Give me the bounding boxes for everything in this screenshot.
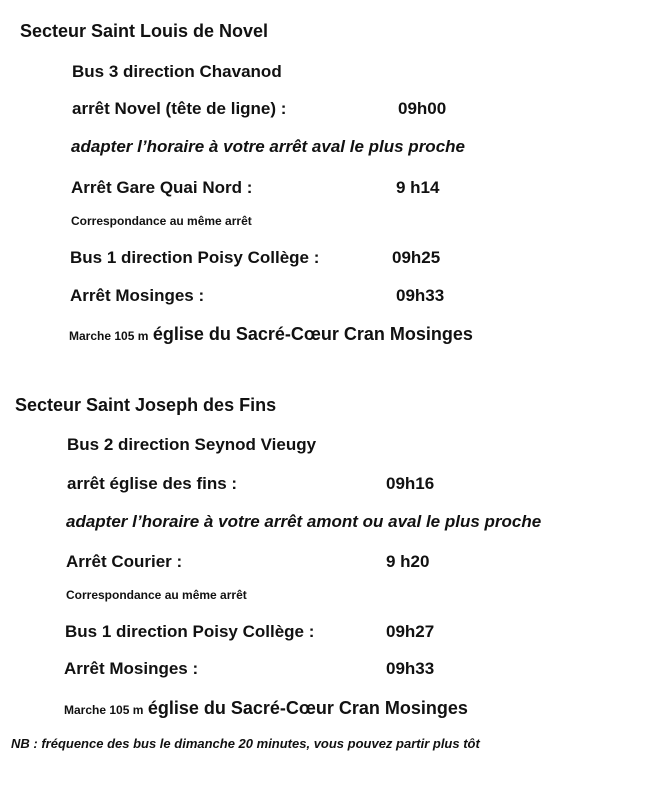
sector-2-stop-label: arrêt église des fins :	[67, 474, 238, 493]
sector-1-bus-line: Bus 3 direction Chavanod	[72, 62, 282, 81]
sector-2-walk-prefix: Marche 105 m	[64, 703, 144, 717]
sector-2-title: Secteur Saint Joseph des Fins	[15, 395, 277, 415]
sector-2-bus1-label: Bus 1 direction Poisy Collège :	[65, 622, 315, 641]
sector-2-mosinges-time: 09h33	[386, 659, 435, 678]
sector-1-mosinges-time: 09h33	[396, 286, 445, 305]
sector-1-stop-label: arrêt Novel (tête de ligne) :	[72, 99, 287, 118]
sector-1-walk	[69, 325, 473, 344]
sector-2-note: adapter l’horaire à votre arrêt amont ou aval le plus proche	[66, 512, 542, 531]
sector-2-courier-label: Arrêt Courier :	[66, 552, 183, 571]
sector-2-mosinges-label: Arrêt Mosinges :	[64, 659, 199, 678]
footer-nb: NB : fréquence des bus le dimanche 20 minutes, vous pouvez partir plus tôt	[11, 736, 480, 751]
sector-2-walk	[64, 699, 468, 718]
sector-1-gare-label: Arrêt Gare Quai Nord :	[71, 178, 253, 197]
sector-2-bus-line: Bus 2 direction Seynod Vieugy	[67, 435, 317, 454]
sector-1-bus1-time: 09h25	[392, 248, 441, 267]
sector-1-bus1-label: Bus 1 direction Poisy Collège :	[70, 248, 320, 267]
sector-1-mosinges-label: Arrêt Mosinges :	[70, 286, 205, 305]
sector-1-walk-prefix: Marche 105 m	[69, 329, 149, 343]
sector-2-stop-time: 09h16	[386, 474, 435, 493]
sector-1-gare-time: 9 h14	[396, 178, 440, 197]
sector-2-courier-time: 9 h20	[386, 552, 430, 571]
sector-2-correspondance: Correspondance au même arrêt	[66, 588, 247, 602]
sector-1-stop-time: 09h00	[398, 99, 447, 118]
sector-1-title: Secteur Saint Louis de Novel	[20, 21, 269, 41]
sector-2-bus1-time: 09h27	[386, 622, 435, 641]
sector-1-correspondance: Correspondance au même arrêt	[71, 214, 252, 228]
sector-1-note: adapter l’horaire à votre arrêt aval le plus proche	[71, 137, 465, 156]
sector-2-walk-dest: église du Sacré-Cœur Cran Mosinges	[147, 698, 468, 718]
sector-1-walk-dest: église du Sacré-Cœur Cran Mosinges	[152, 324, 473, 344]
